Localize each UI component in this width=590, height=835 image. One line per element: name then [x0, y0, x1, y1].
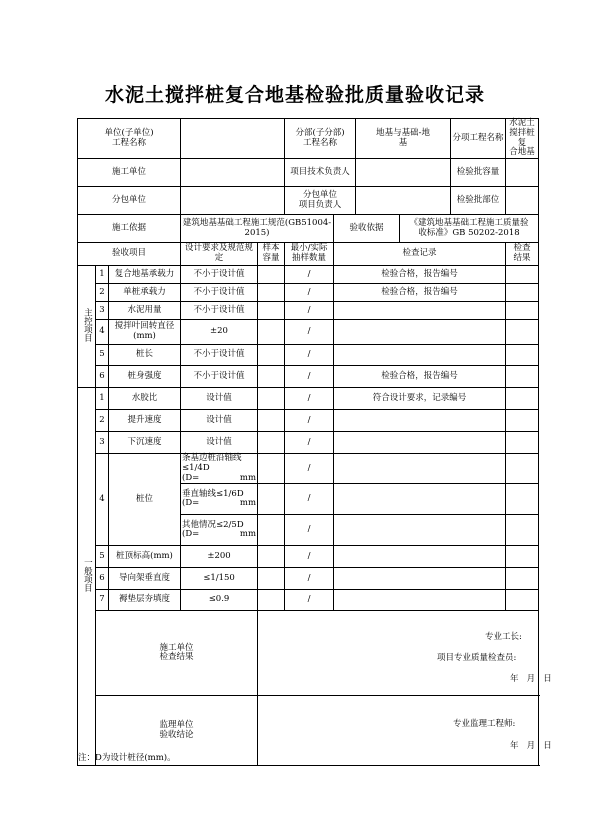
- item-name: 桩顶标高(mm): [109, 546, 181, 568]
- item-design: 垂直轴线≤1/6D (D= mm: [181, 484, 258, 515]
- item-no: 6: [96, 366, 109, 388]
- supervisor-check-label: 监理单位 验收结论: [96, 696, 258, 766]
- item-min: /: [285, 590, 334, 611]
- item-design: 设计值: [181, 388, 258, 410]
- item-sample[interactable]: [258, 590, 285, 611]
- table-row: [78, 432, 539, 454]
- item-sample[interactable]: [258, 302, 285, 320]
- item-min: /: [285, 454, 334, 484]
- item-min: /: [285, 302, 334, 320]
- batch-capacity-value[interactable]: [506, 159, 539, 187]
- item-name: 褥垫层夯填度: [109, 590, 181, 611]
- item-sample[interactable]: [258, 432, 285, 454]
- col-result-header: 检查 结果: [506, 243, 539, 266]
- col-item-header: 验收项目: [78, 243, 181, 266]
- item-no: 1: [96, 388, 109, 410]
- item-design: 设计值: [181, 432, 258, 454]
- item-sample[interactable]: [258, 454, 285, 484]
- item-sample[interactable]: [258, 388, 285, 410]
- item-record[interactable]: 检验合格，报告编号: [334, 266, 506, 284]
- subcontractor-value[interactable]: [181, 187, 285, 215]
- contractor-value[interactable]: [181, 159, 285, 187]
- item-no: 4: [96, 454, 109, 546]
- item-design: ≤1/150: [181, 568, 258, 590]
- sub-leader-label: 分包单位 项目负责人: [285, 187, 356, 215]
- item-result[interactable]: [506, 454, 539, 484]
- item-result[interactable]: [506, 590, 539, 611]
- col-record-header: 检查记录: [334, 243, 506, 266]
- table-row: [78, 266, 539, 284]
- table-row: [78, 284, 539, 302]
- item-result[interactable]: [506, 484, 539, 515]
- item-record[interactable]: [334, 320, 506, 345]
- item-result[interactable]: [506, 410, 539, 432]
- item-record[interactable]: [334, 345, 506, 366]
- item-result[interactable]: [506, 266, 539, 284]
- item-min: /: [285, 432, 334, 454]
- header-row-project: [78, 119, 539, 159]
- item-no: 3: [96, 432, 109, 454]
- item-no: 1: [96, 266, 109, 284]
- item-design: ±200: [181, 546, 258, 568]
- item-no: 2: [96, 410, 109, 432]
- item-sample[interactable]: [258, 568, 285, 590]
- item-result[interactable]: [506, 568, 539, 590]
- unit-project-value[interactable]: [181, 119, 285, 159]
- contractor-label: 施工单位: [78, 159, 181, 187]
- basis-label: 施工依据: [78, 215, 181, 243]
- supervisor-check-area[interactable]: [258, 696, 552, 766]
- item-result[interactable]: [506, 388, 539, 410]
- item-name: 水泥用量: [109, 302, 181, 320]
- item-sample[interactable]: [258, 410, 285, 432]
- table-row: [78, 320, 539, 345]
- contractor-date: 年 月 日: [510, 674, 552, 685]
- basis-value: 建筑地基基础工程施工规范(GB51004-2015): [181, 215, 334, 243]
- table-row: [78, 302, 539, 320]
- general-group-label: 一般项目: [78, 388, 96, 766]
- item-record[interactable]: [334, 590, 506, 611]
- item-record[interactable]: [334, 302, 506, 320]
- batch-part-value[interactable]: [506, 187, 539, 215]
- contractor-check-area[interactable]: [258, 611, 552, 696]
- item-no: 5: [96, 546, 109, 568]
- item-record[interactable]: [334, 454, 506, 484]
- item-name: 下沉速度: [109, 432, 181, 454]
- item-design: 不小于设计值: [181, 284, 258, 302]
- item-design: 其他情况≤2/5D (D= mm: [181, 515, 258, 546]
- item-no: 6: [96, 568, 109, 590]
- item-name: 桩位: [109, 454, 181, 546]
- item-sample[interactable]: [258, 515, 285, 546]
- item-min: /: [285, 484, 334, 515]
- header-row-subcontractor: [78, 187, 539, 215]
- item-min: /: [285, 568, 334, 590]
- tech-leader-label: 项目技术负责人: [285, 159, 356, 187]
- main-group-label: 主控项目: [78, 266, 96, 388]
- item-no: 7: [96, 590, 109, 611]
- quality-inspector-label: 项目专业质量检查员:: [437, 653, 517, 664]
- item-result[interactable]: [506, 320, 539, 345]
- item-name: 桩长: [109, 345, 181, 366]
- item-result[interactable]: [506, 366, 539, 388]
- table-row: [78, 345, 539, 366]
- item-min: /: [285, 366, 334, 388]
- footnote: 注：D为设计桩径(mm)。: [78, 753, 176, 763]
- item-no: 4: [96, 320, 109, 345]
- division-project-label: 分部(子分部) 工程名称: [285, 119, 356, 159]
- item-sample[interactable]: [258, 284, 285, 302]
- contractor-check-label: 施工单位 检查结果: [96, 611, 258, 696]
- item-record[interactable]: 符合设计要求，记录编号: [334, 388, 506, 410]
- supervisor-engineer-label: 专业监理工程师:: [453, 719, 516, 730]
- item-result[interactable]: [506, 345, 539, 366]
- subitem-project-value[interactable]: 水泥土搅拌桩复 合地基: [506, 119, 539, 159]
- table-row: [78, 388, 539, 410]
- table-row: [78, 546, 539, 568]
- item-min: /: [285, 515, 334, 546]
- item-sample[interactable]: [258, 345, 285, 366]
- item-result[interactable]: [506, 515, 539, 546]
- item-sample[interactable]: [258, 320, 285, 345]
- item-record[interactable]: [334, 546, 506, 568]
- acceptance-basis-label: 验收依据: [334, 215, 400, 243]
- item-sample[interactable]: [258, 366, 285, 388]
- item-name: 桩身强度: [109, 366, 181, 388]
- division-project-value[interactable]: 地基与基础-地 基: [356, 119, 451, 159]
- item-result[interactable]: [506, 546, 539, 568]
- item-design: 不小于设计值: [181, 345, 258, 366]
- item-result[interactable]: [506, 302, 539, 320]
- item-result[interactable]: [506, 432, 539, 454]
- table-row: [78, 590, 539, 611]
- col-design-header: 设计要求及规范规定: [181, 243, 258, 266]
- item-name: 复合地基承载力: [109, 266, 181, 284]
- item-min: /: [285, 546, 334, 568]
- item-min: /: [285, 266, 334, 284]
- foreman-label: 专业工长:: [485, 632, 522, 643]
- item-design: 不小于设计值: [181, 302, 258, 320]
- item-name: 导向架垂直度: [109, 568, 181, 590]
- item-design: 不小于设计值: [181, 366, 258, 388]
- subcontractor-label: 分包单位: [78, 187, 181, 215]
- item-name: 提升速度: [109, 410, 181, 432]
- table-row: [78, 454, 539, 484]
- item-no: 2: [96, 284, 109, 302]
- item-design: 条基边桩沿轴线≤1/4D (D= mm: [182, 453, 257, 483]
- item-result[interactable]: [506, 284, 539, 302]
- table-row: [78, 366, 539, 388]
- supervisor-date: 年 月 日: [510, 741, 552, 752]
- acceptance-basis-value: 《建筑地基基础工程施工质量验 收标准》GB 50202-2018: [400, 215, 539, 243]
- batch-part-label: 检验批部位: [451, 187, 506, 215]
- item-min: /: [285, 388, 334, 410]
- header-row-basis: [78, 215, 539, 243]
- item-sample[interactable]: [258, 546, 285, 568]
- inspection-form-table: [77, 118, 552, 766]
- table-row: [78, 410, 539, 432]
- item-sample[interactable]: [258, 266, 285, 284]
- column-header-row: [78, 243, 539, 266]
- item-no: 5: [96, 345, 109, 366]
- page-title: 水泥土搅拌桩复合地基检验批质量验收记录: [104, 84, 485, 106]
- item-record[interactable]: [334, 410, 506, 432]
- item-design: ±20: [181, 320, 258, 345]
- item-name: 水胶比: [109, 388, 181, 410]
- tech-leader-value[interactable]: [356, 159, 451, 187]
- item-record[interactable]: 检验合格，报告编号: [334, 284, 506, 302]
- sub-leader-value[interactable]: [356, 187, 451, 215]
- item-record[interactable]: 检验合格，报告编号: [334, 366, 506, 388]
- item-design: ≤0.9: [181, 590, 258, 611]
- item-min: /: [285, 345, 334, 366]
- item-name: 单桩承载力: [109, 284, 181, 302]
- item-name: 搅拌叶回转直径 (mm): [109, 320, 181, 345]
- item-design: 设计值: [181, 410, 258, 432]
- item-no: 3: [96, 302, 109, 320]
- item-record[interactable]: [334, 568, 506, 590]
- item-sample[interactable]: [258, 484, 285, 515]
- col-min-actual-header: 最小/实际 抽样数量: [285, 243, 334, 266]
- table-row: [78, 568, 539, 590]
- item-record[interactable]: [334, 515, 506, 546]
- item-min: /: [285, 410, 334, 432]
- item-design: 不小于设计值: [181, 266, 258, 284]
- item-record[interactable]: [334, 432, 506, 454]
- subitem-project-label: 分项工程名称: [451, 119, 506, 159]
- item-min: /: [285, 320, 334, 345]
- unit-project-label: 单位(子单位) 工程名称: [78, 119, 181, 159]
- col-sample-header: 样本 容量: [258, 243, 285, 266]
- item-min: /: [285, 284, 334, 302]
- batch-capacity-label: 检验批容量: [451, 159, 506, 187]
- contractor-check-row: [78, 611, 539, 696]
- header-row-contractor: [78, 159, 539, 187]
- item-record[interactable]: [334, 484, 506, 515]
